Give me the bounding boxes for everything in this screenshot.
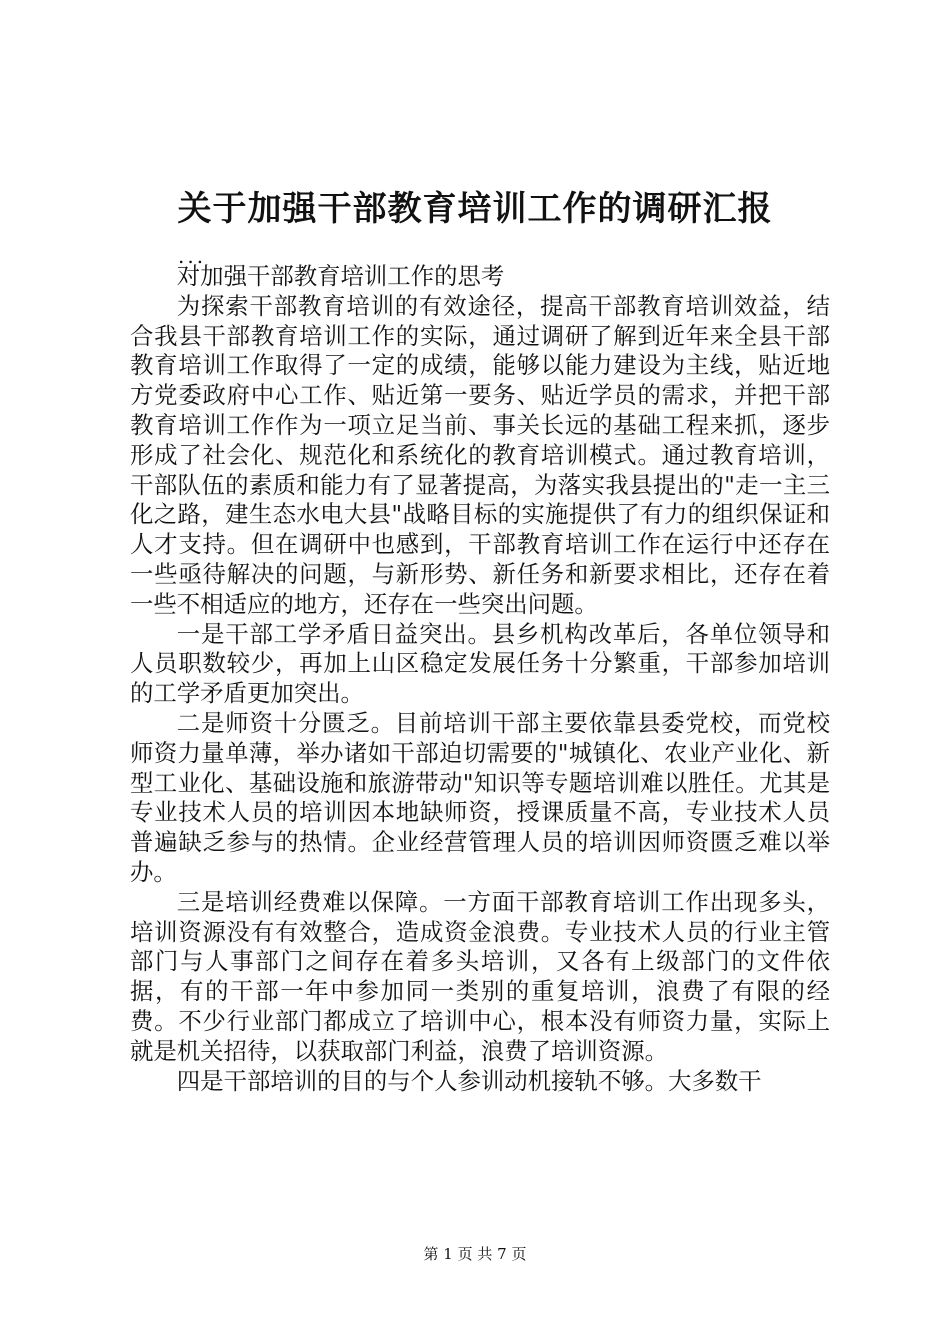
document-title: 关于加强干部教育培训工作的调研汇报 <box>177 189 773 229</box>
paragraph-intro: 为探索干部教育培训的有效途径，提高干部教育培训效益，结合我县干部教育培训工作的实际，通过调研了解到近年来全县干部教育培训工作取得了一定的成绩，能够以能力建设为主线，贴近地方党委政府中心工作、贴近第一要务、贴近学员的需求，并把干部教育培训工作作为一项立足当前、事关长远的基础工程来抓，逐步形成了社会化、规范化和系统化的教育培训模式。通过教育培训，干部队伍的素质和能力有了显著提高，为落实我县提出的"走一主三化之路，建生态水电大县"战略目标的实施提供了有力的组织保证和人才支持。但在调研中也感到，干部教育培训工作在运行中还存在一些亟待解决的问题，与新形势、新任务和新要求相比，还存在着一些不相适应的地方，还存在一些突出问题。 <box>130 291 830 618</box>
paragraph-point-2: 二是师资十分匮乏。目前培训干部主要依靠县委党校，而党校师资力量单薄，举办诸如干部迫切需要的"城镇化、农业产业化、新型工业化、基础设施和旅游带动"知识等专题培训难以胜任。尤其是专业技术人员的培训因本地缺师资，授课质量不高，专业技术人员普遍缺乏参与的热情。企业经营管理人员的培训因师资匮乏难以举办。 <box>130 708 830 886</box>
paragraph-point-1: 一是干部工学矛盾日益突出。县乡机构改革后，各单位领导和人员职数较少，再加上山区稳定发展任务十分繁重，干部参加培训的工学矛盾更加突出。 <box>130 619 830 708</box>
paragraph-point-3: 三是培训经费难以保障。一方面干部教育培训工作出现多头，培训资源没有有效整合，造成资金浪费。专业技术人员的行业主管部门与人事部门之间存在着多头培训，又各有上级部门的文件依据，有的干部一年中参加同一类别的重复培训，浪费了有限的经费。不少行业部门都成立了培训中心，根本没有师资力量，实际上就是机关招待，以获取部门利益，浪费了培训资源。 <box>130 887 830 1065</box>
paragraph-subtitle: 对加强干部教育培训工作的思考 <box>176 262 505 290</box>
document-body <box>130 262 830 1096</box>
ellipsis-mark: ... <box>178 244 207 268</box>
paragraph-point-4: 四是干部培训的目的与个人参训动机接轨不够。大多数干 <box>176 1066 762 1095</box>
page-footer: 第 1 页 共 7 页 <box>423 1245 527 1263</box>
